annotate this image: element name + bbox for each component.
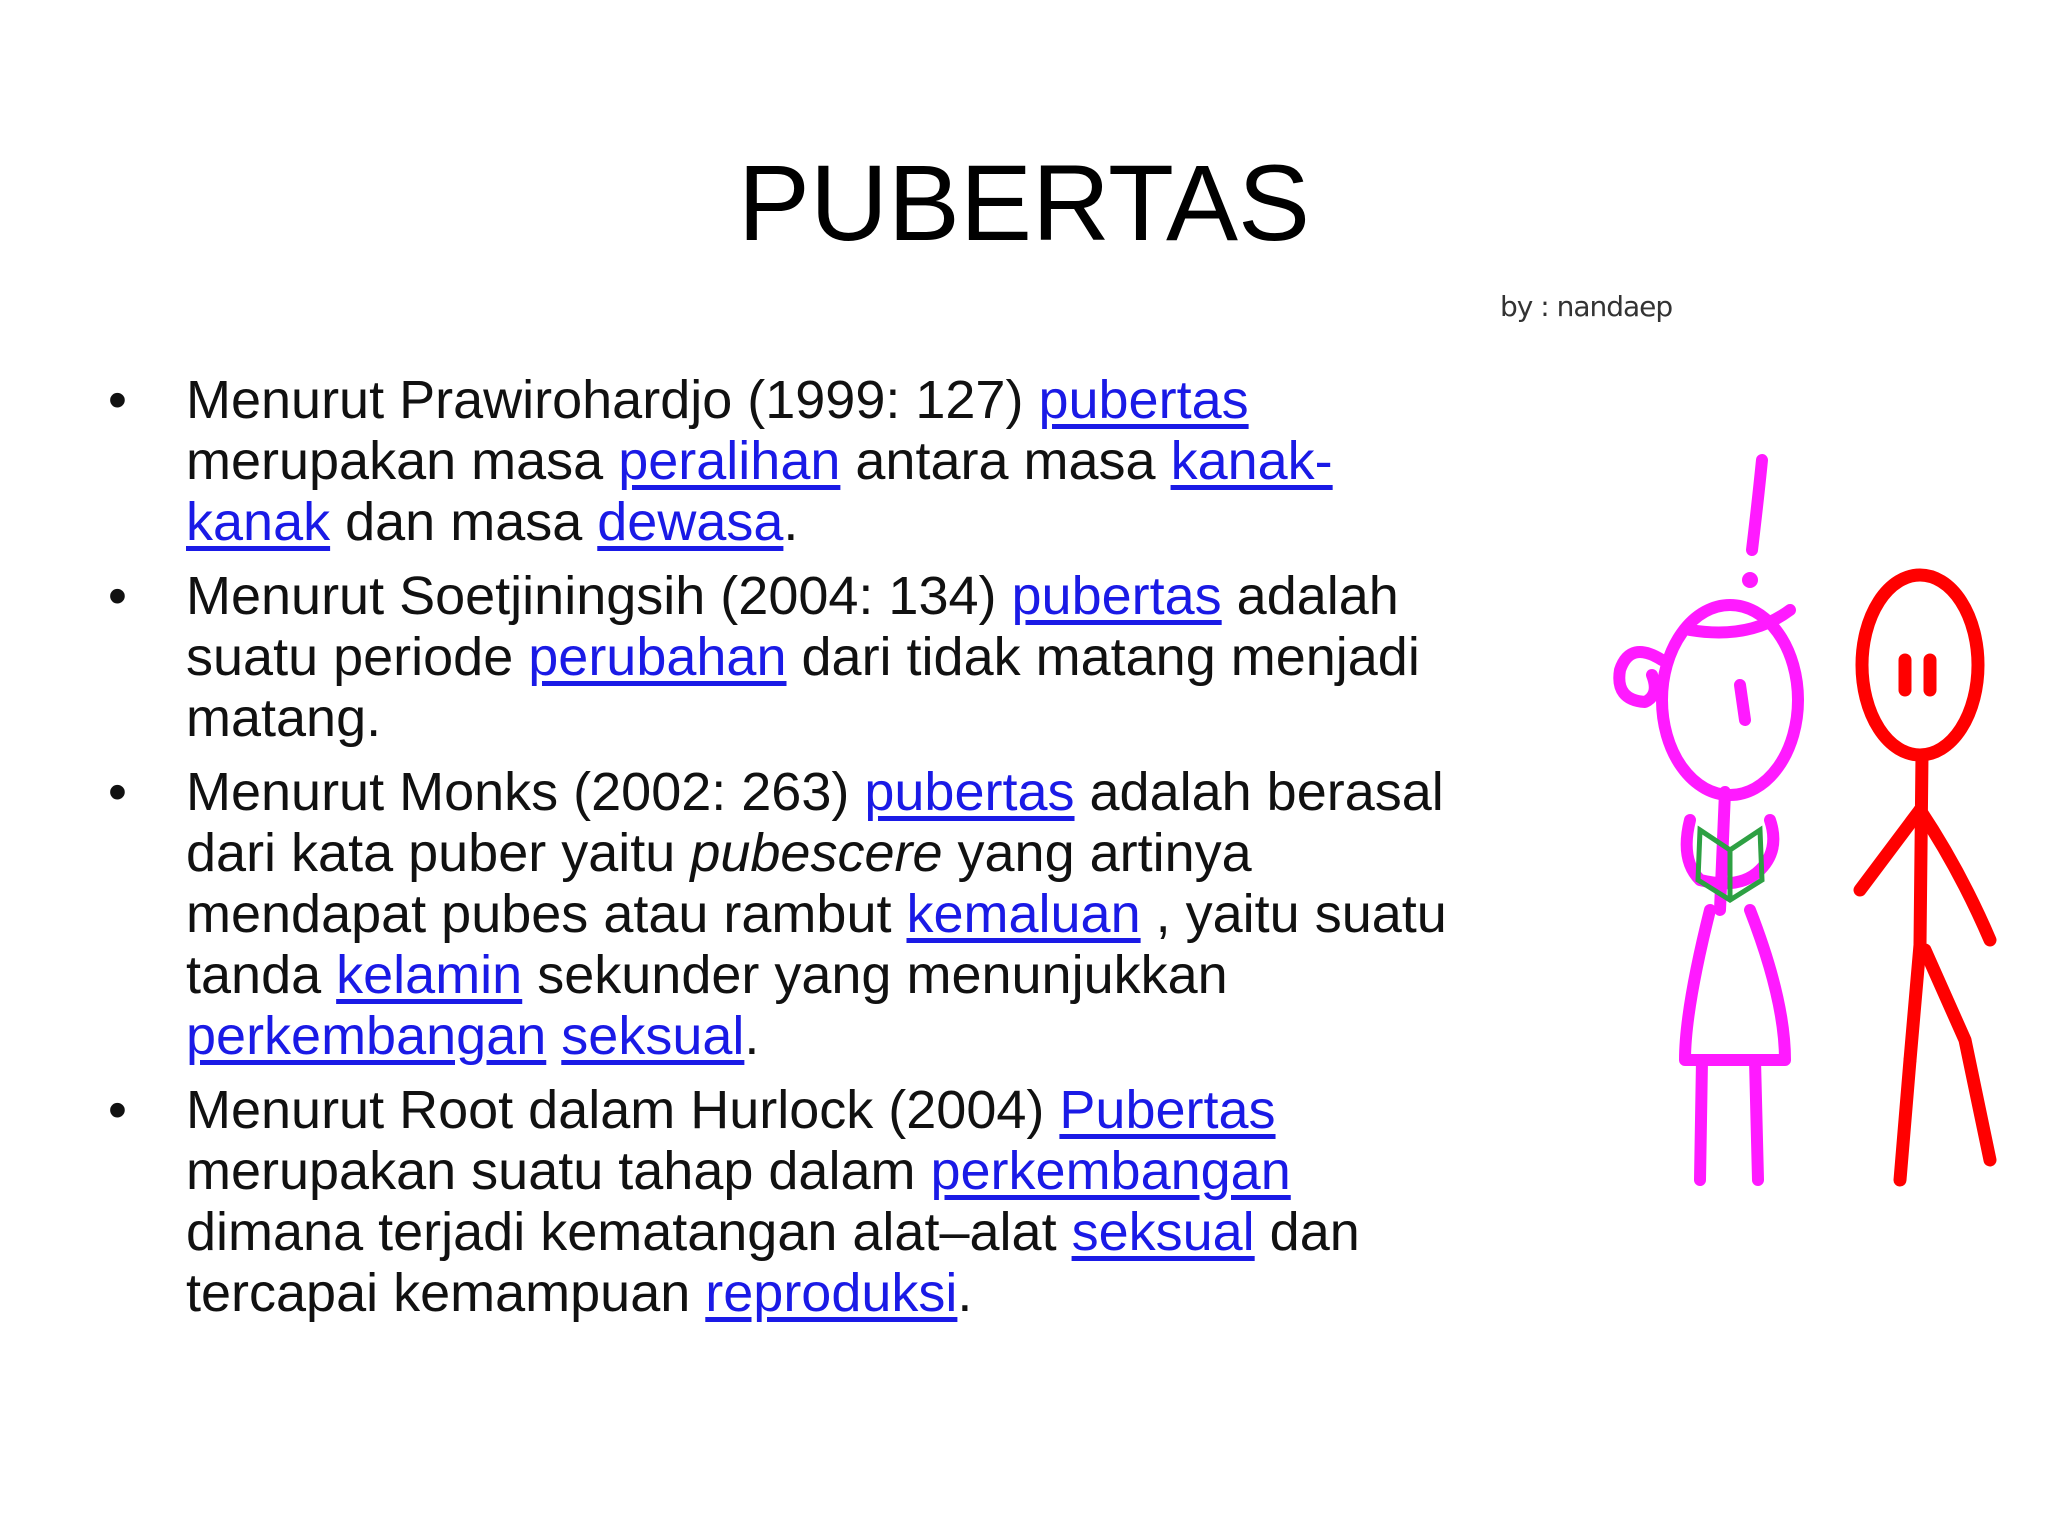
bullet-text — [186, 566, 1420, 748]
term-link[interactable]: perubahan — [528, 627, 787, 687]
body-text: dan masa — [330, 492, 598, 552]
body-text: dan tercapai kemampuan — [186, 1202, 1360, 1323]
bullet-text — [186, 1080, 1360, 1323]
body-text: Menurut Root dalam Hurlock (2004) — [186, 1080, 1060, 1140]
body-text: Menurut Soetjiningsih (2004: 134) — [186, 566, 1012, 626]
body-text: . — [783, 492, 799, 552]
slide-title: PUBERTAS — [737, 142, 1311, 263]
term-link[interactable]: pubertas — [1011, 566, 1222, 626]
body-text — [546, 1006, 561, 1066]
girl-figure — [1619, 605, 1798, 1180]
bullet-dot: • — [108, 370, 127, 430]
term-link[interactable]: perkembangan — [930, 1141, 1291, 1201]
bullet-item — [108, 762, 1448, 1067]
book-icon — [1698, 830, 1762, 900]
body-text: adalah suatu periode — [186, 566, 1399, 687]
body-text: Menurut Monks (2002: 263) — [186, 762, 865, 822]
term-link[interactable]: kemaluan — [906, 884, 1141, 944]
bullet-list — [108, 370, 1448, 1337]
bullet-dot: • — [108, 1080, 127, 1140]
term-link[interactable]: dewasa — [597, 492, 784, 552]
term-link[interactable]: reproduksi — [705, 1263, 958, 1323]
term-link[interactable]: perkembangan — [186, 1006, 547, 1066]
body-text: merupakan suatu tahap dalam — [186, 1141, 931, 1201]
body-text: , yaitu suatu tanda — [186, 884, 1447, 1005]
body-text: dimana terjadi kematangan alat–alat — [186, 1202, 1072, 1262]
body-text: merupakan masa — [186, 431, 619, 491]
exclamation-mark — [1742, 460, 1762, 588]
bullet-text — [186, 762, 1447, 1066]
bullet-text — [186, 370, 1333, 552]
term-link[interactable]: seksual — [1071, 1202, 1255, 1262]
body-text: yang artinya mendapat pubes atau rambut — [186, 823, 1252, 944]
bullet-dot: • — [108, 762, 127, 822]
bullet-dot: • — [108, 566, 127, 626]
body-text: sekunder yang menunjukkan — [522, 945, 1228, 1005]
bullet-item — [108, 566, 1448, 749]
body-text: dari tidak matang menjadi matang. — [186, 627, 1420, 748]
body-text: antara masa — [840, 431, 1171, 491]
term-link[interactable]: kanak-kanak — [186, 431, 1333, 552]
italic-term: pubescere — [690, 823, 943, 883]
body-text: Menurut Prawirohardjo (1999: 127) — [186, 370, 1039, 430]
term-link[interactable]: peralihan — [618, 431, 841, 491]
boy-figure — [1860, 575, 1990, 1180]
term-link[interactable]: pubertas — [864, 762, 1075, 822]
term-link[interactable]: kelamin — [336, 945, 523, 1005]
body-text: adalah berasal dari kata puber yaitu — [186, 762, 1444, 883]
stick-figure-illustration — [1590, 440, 2010, 1200]
body-text: . — [957, 1263, 973, 1323]
image-credit: by : nandaep — [1500, 290, 1673, 323]
term-link[interactable]: Pubertas — [1059, 1080, 1276, 1140]
bullet-item — [108, 1080, 1448, 1324]
bullet-item — [108, 370, 1448, 553]
term-link[interactable]: seksual — [561, 1006, 745, 1066]
body-text: . — [744, 1006, 760, 1066]
term-link[interactable]: pubertas — [1038, 370, 1249, 430]
